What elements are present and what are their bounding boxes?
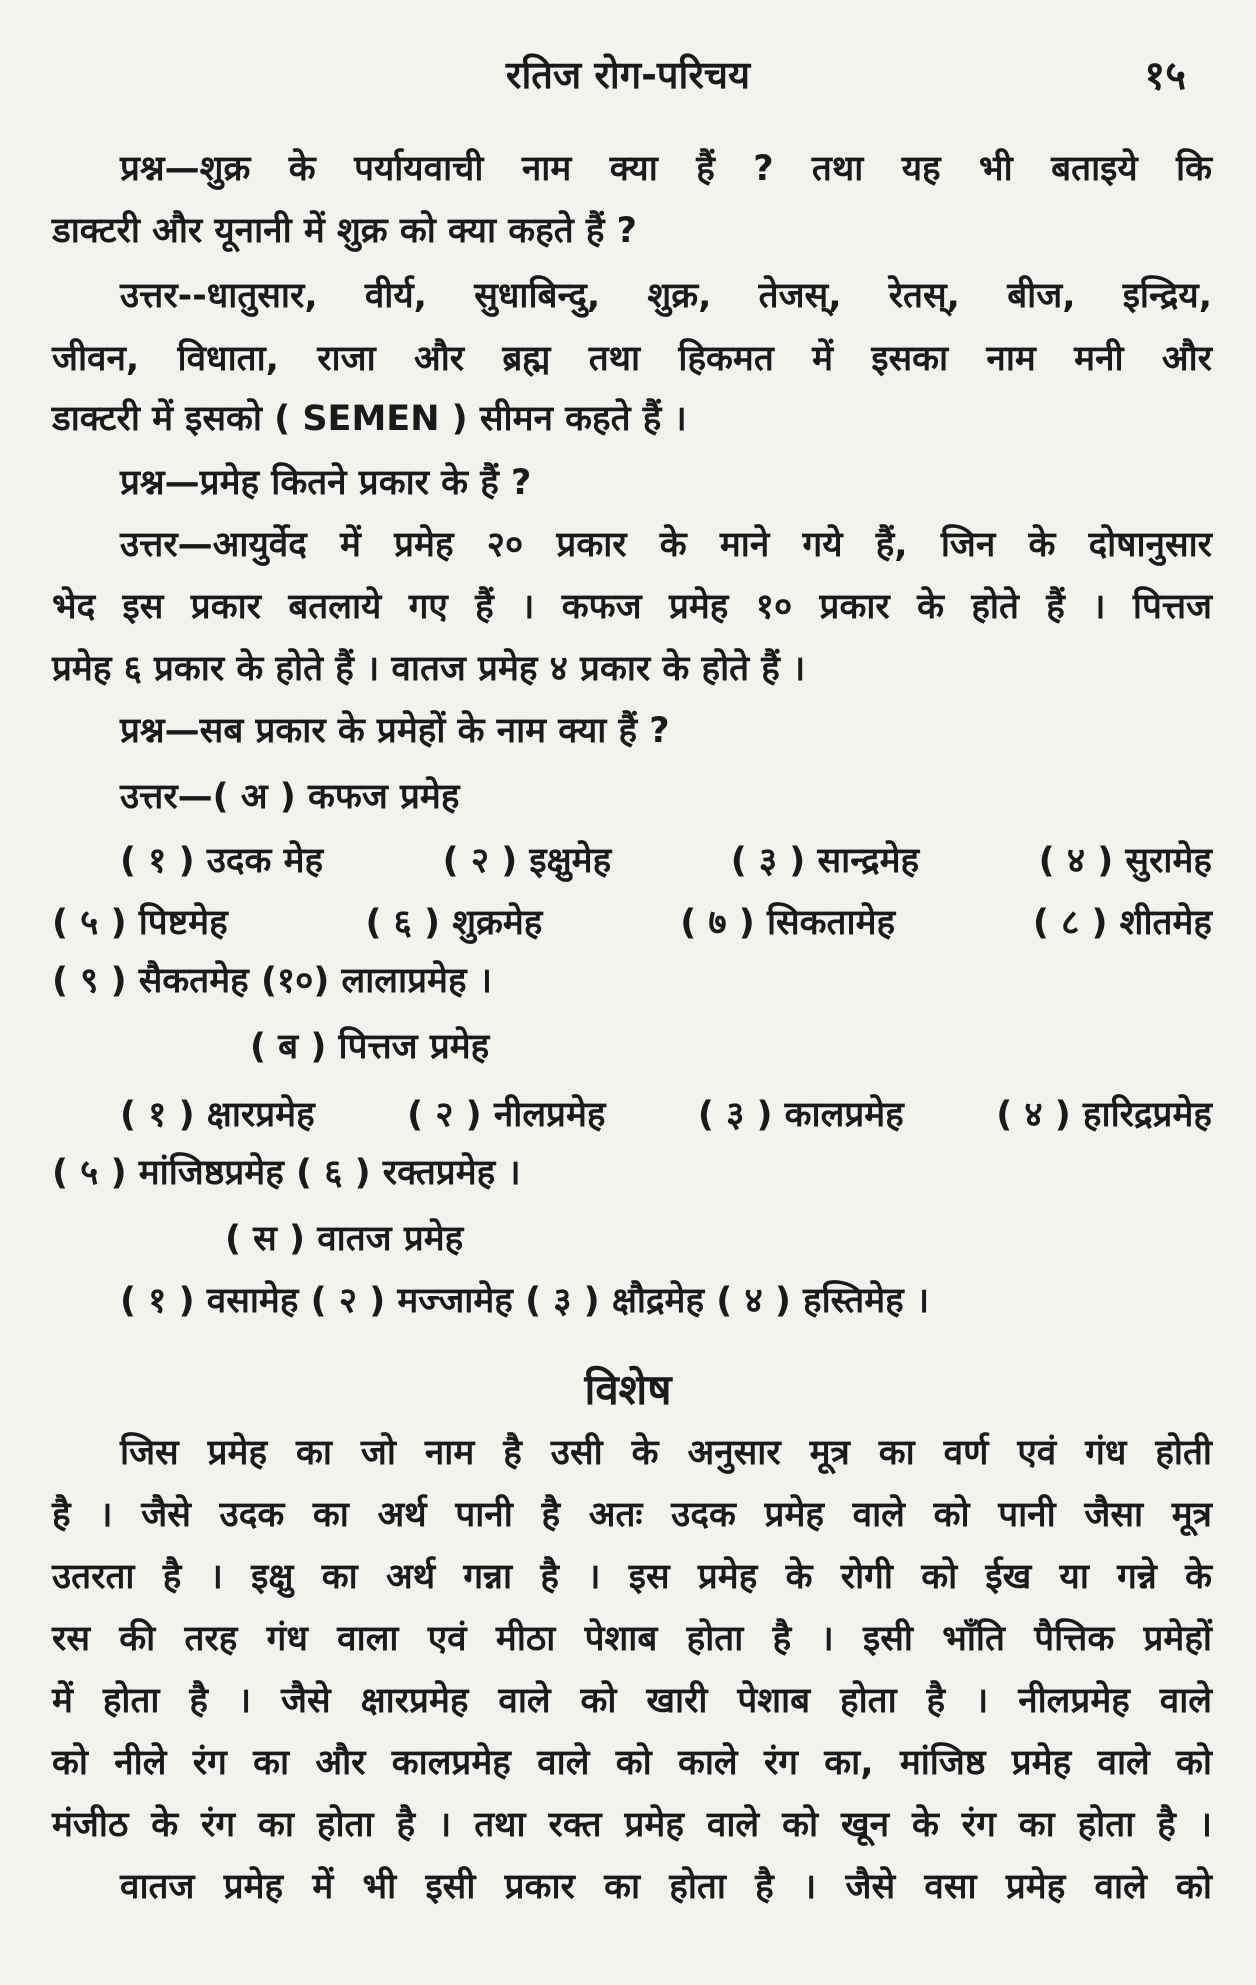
page-number: १५	[1144, 53, 1186, 99]
answer-1-line-3: डाक्टरी में इसको ( SEMEN ) सीमन कहते हैं ।	[52, 399, 687, 439]
vata-row-1: ( १ ) वसामेह ( २ ) मज्जामेह ( ३ ) क्षौद्रमेह ( ४ ) हस्तिमेह ।	[120, 1281, 930, 1321]
list-item: ( ३ ) सान्द्रमेह	[730, 841, 920, 881]
pitta-row-1	[120, 1090, 1212, 1137]
special-line-8: वातज प्रमेह में भी इसी प्रकार का होता है । जैसे वसा प्रमेह वाले को	[120, 1867, 1212, 1907]
special-line-1: जिस प्रमेह का जो नाम है उसी के अनुसार मूत्र का वर्ण एवं गंध होती	[120, 1433, 1212, 1473]
question-1-line-2: डाक्टरी और यूनानी में शुक्र को क्या कहते हैं ?	[52, 211, 637, 251]
answer-1-line-1: उत्तर--धातुसार, वीर्य, सुधाबिन्दु, शुक्र, तेजस्, रेतस्, बीज, इन्द्रिय,	[120, 276, 1212, 316]
kapha-row-2	[52, 898, 1212, 945]
pitta-row-2: ( ५ ) मांजिष्ठप्रमेह ( ६ ) रक्तप्रमेह ।	[52, 1153, 521, 1193]
list-item: ( ८ ) शीतमेह	[1032, 903, 1212, 943]
vata-heading: ( स ) वातज प्रमेह	[225, 1219, 464, 1259]
list-item: ( ६ ) शुक्रमेह	[365, 903, 543, 943]
kapha-row-3: ( ९ ) सैकतमेह (१०) लालाप्रमेह ।	[52, 961, 492, 1001]
list-item: ( ४ ) सुरामेह	[1038, 841, 1212, 881]
page-header	[0, 40, 1256, 100]
running-title: रतिज रोग-परिचय	[505, 53, 751, 97]
list-item: ( ४ ) हारिद्रप्रमेह	[996, 1095, 1212, 1135]
answer-2-line-1: उत्तर—आयुर्वेद में प्रमेह २० प्रकार के माने गये हैं, जिन के दोषानुसार	[120, 525, 1212, 565]
list-item: ( ७ ) सिकतामेह	[680, 903, 896, 943]
question-3: प्रश्न—सब प्रकार के प्रमेहों के नाम क्या हैं ?	[120, 711, 670, 751]
special-line-7: मंजीठ के रंग का होता है । तथा रक्त प्रमेह वाले को खून के रंग का होता है ।	[52, 1805, 1212, 1845]
answer-1-line-2: जीवन, विधाता, राजा और ब्रह्म तथा हिकमत में इसका नाम मनी और	[52, 339, 1212, 379]
list-item: ( ५ ) पिष्टमेह	[52, 903, 228, 943]
special-line-5: में होता है । जैसे क्षारप्रमेह वाले को खारी पेशाब होता है । नीलप्रमेह वाले	[52, 1681, 1212, 1721]
special-line-4: रस की तरह गंध वाला एवं मीठा पेशाब होता है । इसी भाँति पैत्तिक प्रमेहों	[52, 1619, 1212, 1659]
list-item: ( २ ) नीलप्रमेह	[407, 1095, 606, 1135]
section-heading-special: विशेष	[584, 1365, 672, 1414]
list-item: ( ३ ) कालप्रमेह	[697, 1095, 904, 1135]
kapha-heading: उत्तर—( अ ) कफज प्रमेह	[120, 777, 460, 817]
list-item: ( १ ) उदक मेह	[120, 841, 324, 881]
list-item: ( २ ) इक्षुमेह	[442, 841, 612, 881]
special-line-6: को नीले रंग का और कालप्रमेह वाले को काले रंग का, मांजिष्ठ प्रमेह वाले को	[52, 1743, 1212, 1783]
answer-2-line-3: प्रमेह ६ प्रकार के होते हैं । वातज प्रमेह ४ प्रकार के होते हैं ।	[52, 649, 806, 689]
question-2: प्रश्न—प्रमेह कितने प्रकार के हैं ?	[120, 463, 532, 503]
list-item: ( १ ) क्षारप्रमेह	[120, 1095, 315, 1135]
pitta-heading: ( ब ) पित्तज प्रमेह	[250, 1027, 490, 1067]
answer-2-line-2: भेद इस प्रकार बतलाये गए हैं । कफज प्रमेह १० प्रकार के होते हैं । पित्तज	[52, 587, 1212, 627]
special-line-2: है । जैसे उदक का अर्थ पानी है अतः उदक प्रमेह वाले को पानी जैसा मूत्र	[52, 1495, 1212, 1535]
special-line-3: उतरता है । इक्षु का अर्थ गन्ना है । इस प्रमेह के रोगी को ईख या गन्ने के	[52, 1557, 1212, 1597]
question-1-line-1: प्रश्न—शुक्र के पर्यायवाची नाम क्या हैं ? तथा यह भी बताइये कि	[120, 149, 1212, 189]
kapha-row-1	[120, 836, 1212, 883]
